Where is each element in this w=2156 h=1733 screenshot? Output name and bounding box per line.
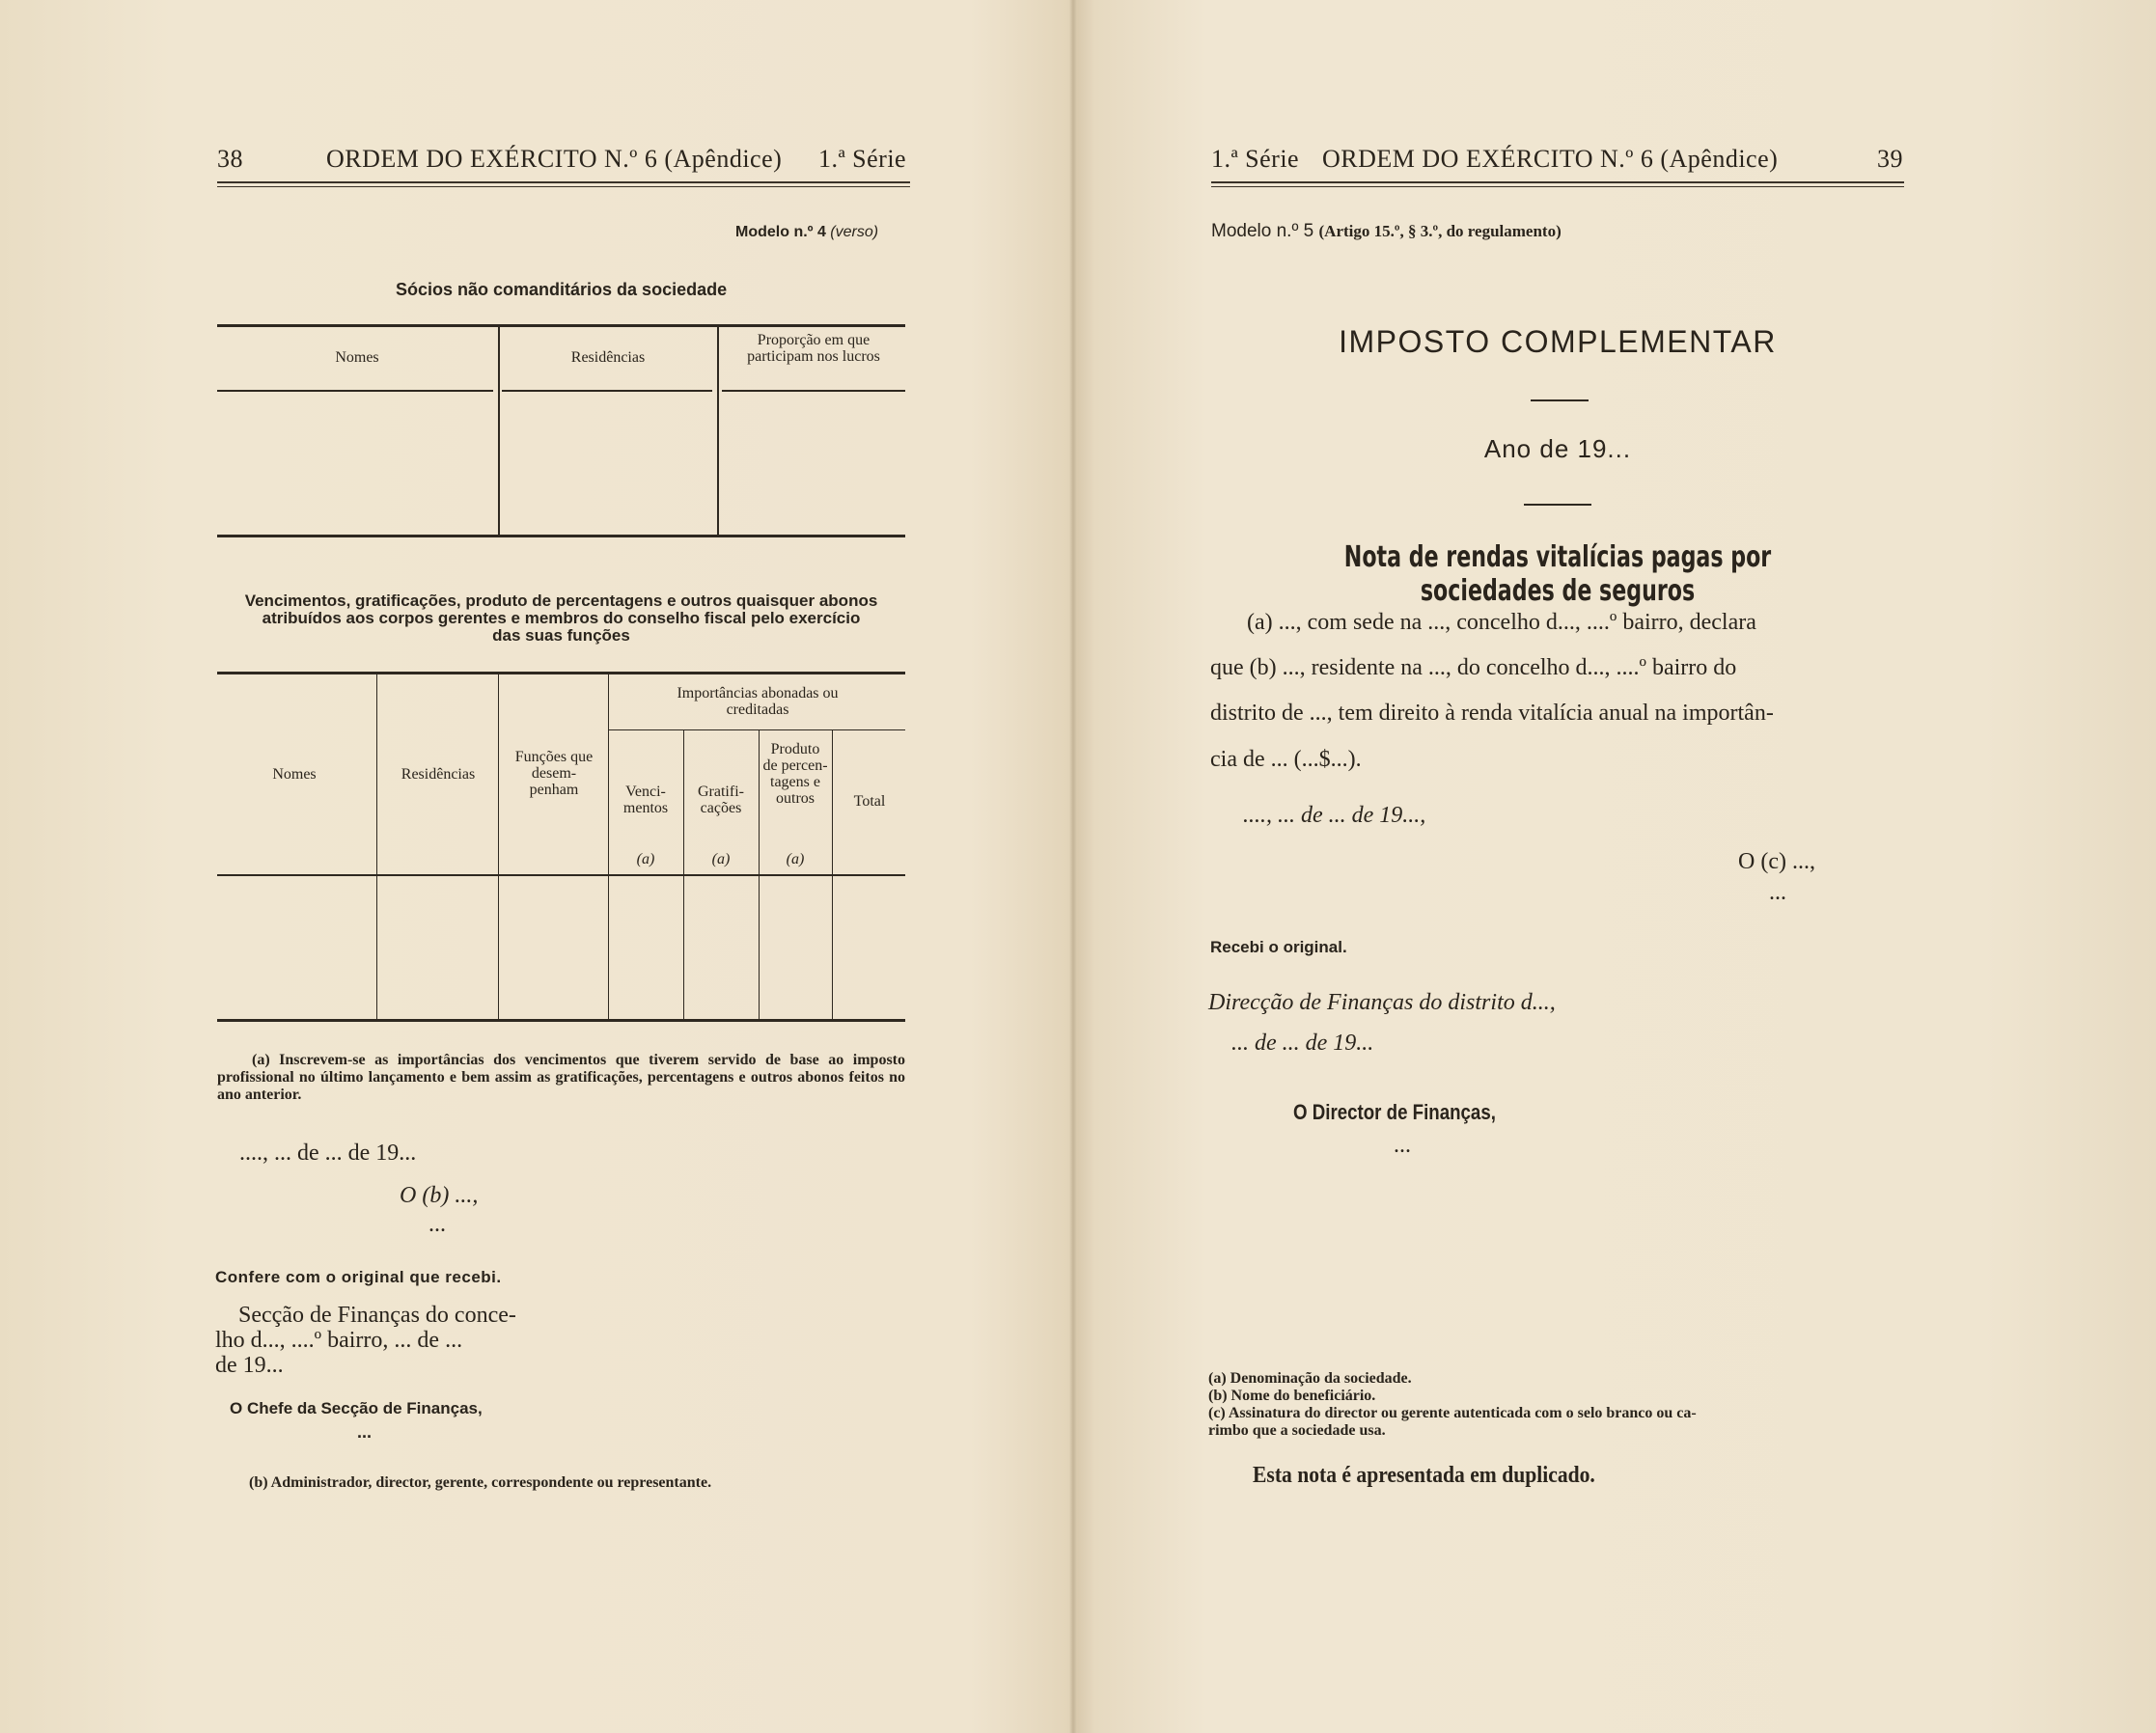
table1-header-nomes: Nomes xyxy=(335,349,379,366)
table2-header-rule xyxy=(217,874,905,876)
body-line-3: distrito de ..., tem direito à renda vitalícia anual na importân- xyxy=(1210,701,1774,726)
recebi-text: Recebi o original. xyxy=(1210,938,1347,956)
table2-col-divider-4 xyxy=(683,730,684,1019)
right-signature-dots: ... xyxy=(1769,880,1786,905)
year-line: Ano de 19... xyxy=(1483,434,1632,463)
table2-header-funcoes: Funções que desem- penham xyxy=(514,749,594,798)
section2-title: Vencimentos, gratificações, produto de percentagens e outros quaisquer abonos atribuídos aos corpos gerentes e membros do conselho fiscal pelo exercício das suas funções xyxy=(244,591,878,645)
table1-bottom-rule xyxy=(217,535,905,537)
closing-line: Esta nota é apresentada em duplicado. xyxy=(1253,1463,1595,1488)
table1-header-rule-a xyxy=(217,390,493,392)
table1-header-residencias: Residências xyxy=(570,349,646,366)
left-page xyxy=(0,0,1071,1733)
year-separator xyxy=(1524,504,1591,506)
seccao-financas-text: Secção de Finanças do conce- lho d..., ....º bairro, ... de ... de 19... xyxy=(215,1303,516,1378)
body-line-4: cia de ... (...$...). xyxy=(1210,747,1362,772)
table1-header-proporcao: Proporção em que participam nos lucros xyxy=(747,332,880,365)
table1-top-rule xyxy=(217,324,905,327)
footnote-a: (a) Inscrevem-se as importâncias dos vencimentos que tiverem servido de base ao imposto profissional no último lançamento e bem assim as gratificações, percentagens e outros abonos feitos no ano anterior. xyxy=(217,1052,905,1103)
table2-header-total: Total xyxy=(853,793,886,810)
left-header-series: 1.ª Série xyxy=(818,145,907,173)
table2-col-divider-1 xyxy=(376,674,377,1019)
right-header-rule-2 xyxy=(1211,186,1904,187)
right-signature-line: O (c) ..., xyxy=(1738,849,1815,874)
title-separator xyxy=(1531,399,1589,401)
footnote-b: (b) Administrador, director, gerente, correspondente ou representante. xyxy=(249,1474,712,1491)
page-number-38: 38 xyxy=(217,145,243,173)
body-line-1: (a) ..., com sede na ..., concelho d..., ....º bairro, declara xyxy=(1247,610,1756,635)
section1-title: Sócios não comanditários da sociedade xyxy=(396,280,728,299)
right-model-label: Modelo n.º 5 (Artigo 15.º, § 3.º, do regulamento) xyxy=(1211,221,1562,241)
table2-header-importancias: Importâncias abonadas ou creditadas xyxy=(677,685,839,718)
table2-mark-a-1: (a) xyxy=(636,851,655,867)
director-dots: ... xyxy=(1394,1133,1411,1158)
right-header-rule xyxy=(1211,181,1904,183)
imposto-complementar-title: IMPOSTO COMPLEMENTAR xyxy=(1339,324,1777,359)
direccao-date-line: ... de ... de 19... xyxy=(1231,1031,1374,1056)
right-header-title: ORDEM DO EXÉRCITO N.º 6 (Apêndice) xyxy=(1322,145,1779,173)
table1-col-divider-2 xyxy=(717,326,719,536)
table2-header-residencias: Residências xyxy=(401,766,476,783)
table1-header-rule-c xyxy=(722,390,905,392)
direccao-line: Direcção de Finanças do distrito d..., xyxy=(1208,990,1556,1015)
table2-mark-a-3: (a) xyxy=(786,851,805,867)
left-signature-dots: ... xyxy=(428,1212,446,1237)
table2-col-divider-2 xyxy=(498,674,499,1019)
right-footnotes: (a) Denominação da sociedade. (b) Nome do beneficiário. (c) Assinatura do director ou gerente autenticada com o selo branco ou ca- rimbo que a sociedade usa. xyxy=(1208,1370,1697,1439)
right-header-series: 1.ª Série xyxy=(1211,145,1300,173)
left-model-label: Modelo n.º 4 (verso) xyxy=(735,224,879,240)
table2-header-produto: Produto de percen- tagens e outros xyxy=(762,741,828,807)
table2-header-gratificacoes: Gratifi- cações xyxy=(698,784,744,816)
left-header-rule-2 xyxy=(217,186,910,187)
right-date-line: ...., ... de ... de 19..., xyxy=(1243,803,1426,828)
table2-header-vencimentos: Venci- mentos xyxy=(622,784,669,816)
table2-col-divider-5 xyxy=(759,730,760,1019)
chefe-dots: ... xyxy=(357,1422,373,1442)
table1-col-divider-1 xyxy=(498,326,500,536)
left-header-rule xyxy=(217,181,910,183)
table2-header-nomes: Nomes xyxy=(272,766,317,783)
table2-top-rule xyxy=(217,672,905,674)
table1-header-rule-b xyxy=(502,390,712,392)
chefe-seccao-text: O Chefe da Secção de Finanças, xyxy=(230,1399,483,1417)
body-line-2: que (b) ..., residente na ..., do concelho d..., ....º bairro do xyxy=(1210,655,1737,680)
right-page xyxy=(1077,0,2156,1733)
table2-mark-a-2: (a) xyxy=(711,851,731,867)
left-signature-line: O (b) ..., xyxy=(400,1183,479,1208)
table2-bottom-rule xyxy=(217,1019,905,1022)
table2-col-divider-6 xyxy=(832,730,833,1019)
page-number-39: 39 xyxy=(1877,145,1903,173)
table2-col-divider-3 xyxy=(608,674,609,1019)
left-date-line: ...., ... de ... de 19... xyxy=(239,1141,417,1166)
nota-title: Nota de rendas vitalícias pagas por sociedades de seguros xyxy=(1343,540,1772,608)
table2-group-rule xyxy=(608,729,905,730)
confere-text: Confere com o original que recebi. xyxy=(215,1268,502,1286)
director-financas: O Director de Finanças, xyxy=(1293,1100,1496,1124)
left-header-title: ORDEM DO EXÉRCITO N.º 6 (Apêndice) xyxy=(326,145,783,173)
